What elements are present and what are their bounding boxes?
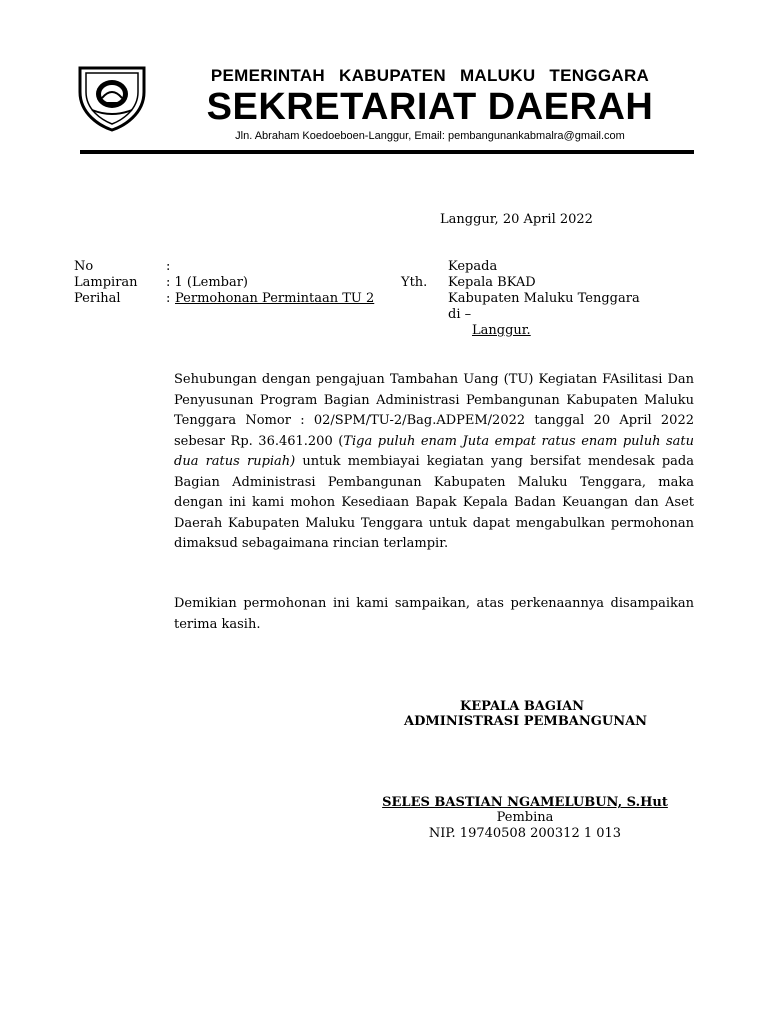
recipient-place: Langgur.	[472, 323, 531, 338]
regency-emblem-logo	[72, 62, 152, 132]
letterhead-office-title: SEKRETARIAT DAERAH	[206, 86, 654, 128]
signature-title-1: KEPALA BAGIAN	[459, 699, 585, 714]
recipient-kepada: Kepada	[448, 259, 498, 274]
body-paragraph-1	[174, 370, 694, 555]
no-label: No	[74, 259, 94, 274]
body-paragraph-1-amount-words: Tiga puluh enam Juta empat ratus enam puluh satu dua ratus rupiah)	[174, 433, 694, 469]
recipient-di: di –	[448, 307, 472, 322]
recipient-line1: Kepala BKAD	[448, 275, 536, 290]
recipient-line2: Kabupaten Maluku Tenggara	[448, 291, 640, 306]
lampiran-label: Lampiran	[74, 275, 138, 290]
no-value: :	[166, 259, 171, 274]
perihal-value: Permohonan Permintaan TU 2	[175, 291, 375, 306]
letterhead-divider	[80, 150, 694, 154]
lampiran-value: : 1 (Lembar)	[166, 275, 248, 290]
letter-date: Langgur, 20 April 2022	[440, 212, 593, 227]
signatory-name: SELES BASTIAN NGAMELUBUN, S.Hut	[382, 795, 668, 810]
letterhead-address: Jln. Abraham Koedoeboen-Langgur, Email: pembangunankabmalra@gmail.com	[235, 130, 625, 142]
perihal-label: Perihal	[74, 291, 121, 306]
body-paragraph-1-text-a: Sehubungan dengan pengajuan Tambahan Uang (TU) Kegiatan FAsilitasi Dan Penyusunan Program Bagian Administrasi Pembangunan Kabupaten Maluku Tenggara Nomor : 02/SPM/TU-2/Bag.ADPEM/2022 tanggal 20 April 2022 sebesar Rp. 36.461.200 (	[174, 372, 694, 449]
yth-label: Yth.	[401, 275, 428, 290]
perihal-colon: :	[166, 291, 171, 306]
letterhead-government-line: PEMERINTAH KABUPATEN MALUKU TENGGARA	[210, 66, 650, 85]
signatory-nip: NIP. 19740508 200312 1 013	[428, 826, 622, 841]
signatory-rank: Pembina	[496, 810, 554, 825]
signature-title-2: ADMINISTRASI PEMBANGUNAN	[404, 714, 648, 729]
body-paragraph-2: Demikian permohonan ini kami sampaikan, atas perkenaannya disampaikan terima kasih.	[174, 596, 694, 632]
body-paragraph-1-text-b: untuk membiayai kegiatan yang bersifat mendesak pada Bagian Administrasi Pembangunan Kabupaten Maluku Tenggara, maka dengan ini kami mohon Kesediaan Bapak Kepala Badan Keuangan dan Aset Daerah Kabupaten Maluku Tenggara untuk dapat mengabulkan permohonan dimaksud sebagaimana rincian terlampir.	[174, 454, 694, 551]
